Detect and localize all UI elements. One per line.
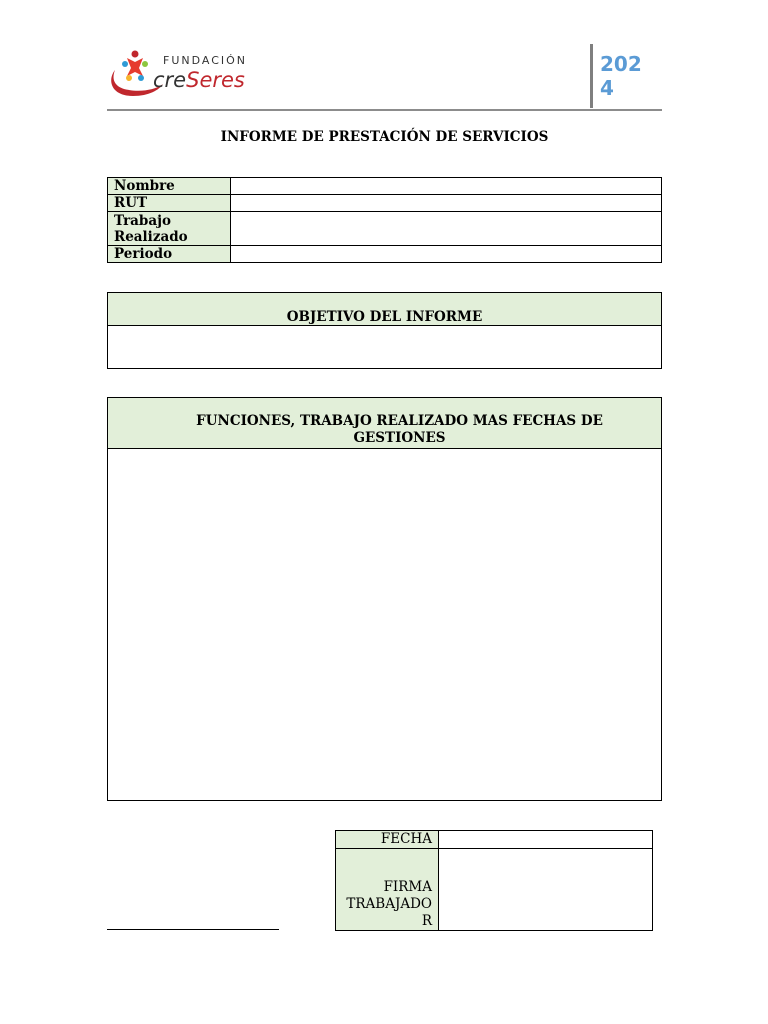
logo-main-b: Seres (186, 68, 245, 92)
signature-line (107, 929, 279, 930)
firma-field[interactable] (439, 849, 653, 931)
fecha-field[interactable] (439, 831, 653, 849)
year-label (600, 52, 660, 100)
logo-top-text: FUNDACIÓN (163, 54, 248, 67)
trabajo-field[interactable] (231, 212, 662, 246)
trabajo-label-line-2: Realizado (114, 228, 188, 245)
trabajo-label (108, 212, 231, 246)
document-title: INFORME DE PRESTACIÓN DE SERVICIOS (220, 129, 549, 145)
year-divider (590, 44, 593, 108)
funciones-heading (108, 398, 661, 449)
objetivo-content[interactable] (108, 326, 661, 366)
foundation-logo (105, 44, 265, 104)
firma-label-line-1: FIRMA (383, 879, 432, 895)
firma-label-line-2: TRABAJADO (346, 896, 432, 912)
firma-label-line-3: R (421, 913, 432, 929)
rut-label: RUT (108, 195, 231, 212)
info-row-periodo (108, 246, 662, 263)
objetivo-heading: OBJETIVO DEL INFORME (108, 293, 661, 326)
periodo-label: Periodo (108, 246, 231, 263)
nombre-field[interactable] (231, 178, 662, 195)
year-line-2: 4 (600, 76, 614, 100)
info-row-trabajo (108, 212, 662, 246)
logo-main-text (153, 68, 245, 92)
trabajo-label-line-1: Trabajo (114, 212, 171, 229)
info-row-nombre (108, 178, 662, 195)
logo-main-a: cre (153, 68, 187, 92)
funciones-content[interactable] (108, 449, 661, 798)
objetivo-section (107, 292, 662, 369)
firma-row (336, 849, 653, 931)
nombre-label: Nombre (108, 178, 231, 195)
funciones-heading-line-1: FUNCIONES, TRABAJO REALIZADO MAS FECHAS DE (196, 413, 603, 429)
info-table (107, 177, 662, 263)
fecha-row (336, 831, 653, 849)
rut-field[interactable] (231, 195, 662, 212)
fecha-label: FECHA (336, 831, 439, 849)
funciones-section (107, 397, 662, 801)
periodo-field[interactable] (231, 246, 662, 263)
info-row-rut (108, 195, 662, 212)
year-line-1: 202 (600, 52, 642, 76)
header-rule (107, 109, 662, 111)
funciones-heading-line-2: GESTIONES (353, 430, 446, 446)
firma-label (336, 849, 439, 931)
firma-table (335, 830, 653, 931)
